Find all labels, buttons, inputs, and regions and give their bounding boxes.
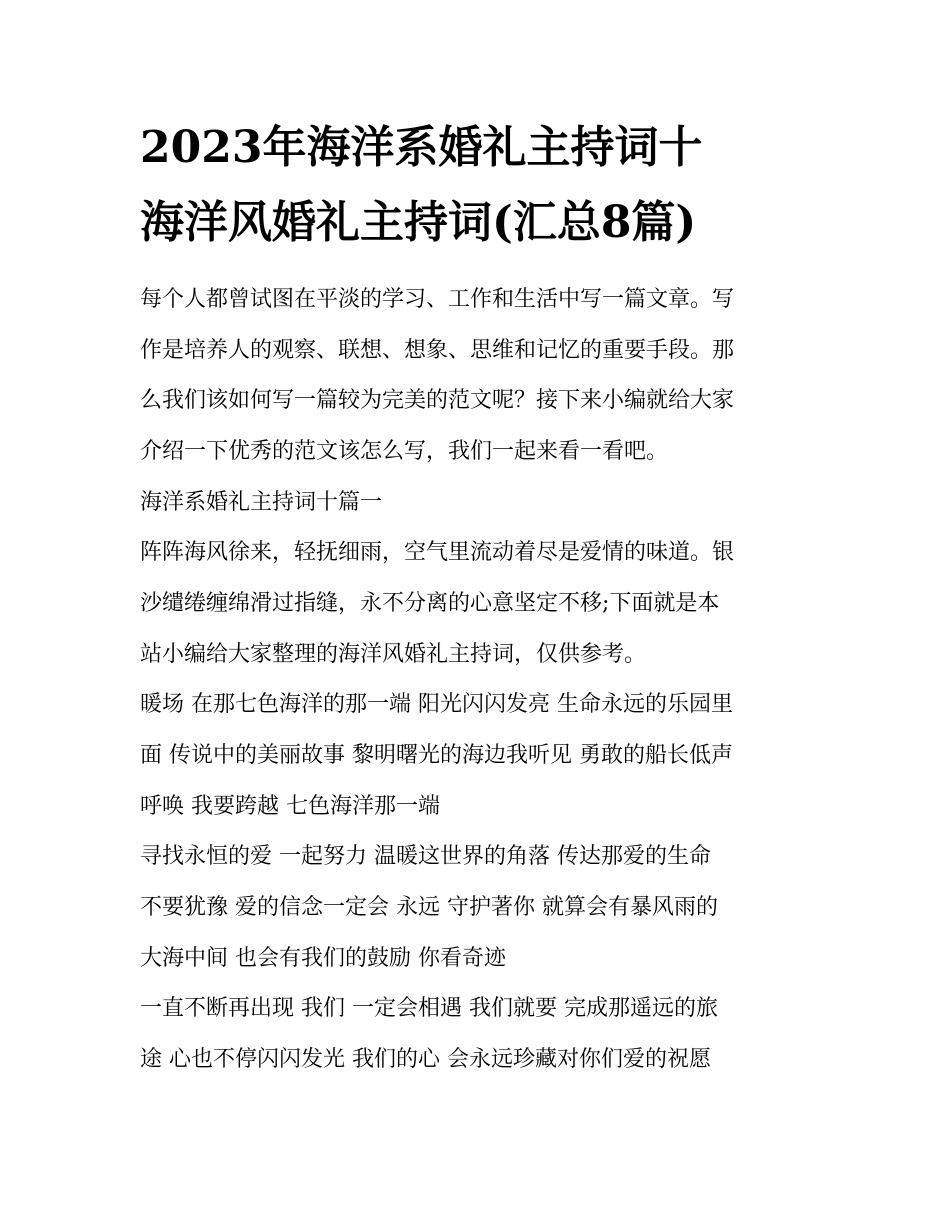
paragraph-line: 阵阵海风徐来，轻抚细雨，空气里流动着尽是爱情的味道。银 — [140, 540, 735, 565]
document-title-line-1: 2023年海洋系婚礼主持词十 — [140, 122, 703, 173]
paragraph-line: 站小编给大家整理的海洋风婚礼主持词，仅供参考。 — [140, 642, 647, 667]
document-title-line-2: 海洋风婚礼主持词(汇总8篇) — [140, 197, 697, 248]
paragraph-line: 大海中间 也会有我们的鼓励 你看奇迹 — [140, 946, 506, 971]
paragraph-line: 暖场 在那七色海洋的那一端 阳光闪闪发亮 生命永远的乐园里 — [140, 692, 733, 717]
paragraph-line: 沙缱绻缠绵滑过指缝，永不分离的心意坚定不移;下面就是本 — [140, 591, 720, 616]
section-heading: 海洋系婚礼主持词十篇一 — [140, 490, 383, 515]
paragraph-line: 面 传说中的美丽故事 黎明曙光的海边我听见 勇敢的船长低声 — [140, 743, 733, 768]
paragraph-line: 呼唤 我要跨越 七色海洋那一端 — [140, 794, 440, 819]
paragraph-line: 么我们该如何写一篇较为完美的范文呢？接下来小编就给大家 — [140, 388, 735, 413]
paragraph-line: 作是培养人的观察、联想、想象、思维和记忆的重要手段。那 — [140, 338, 735, 363]
paragraph-line: 每个人都曾试图在平淡的学习、工作和生活中写一篇文章。写 — [140, 287, 735, 312]
paragraph-line: 寻找永恒的爱 一起努力 温暖这世界的角落 传达那爱的生命 — [140, 844, 711, 869]
paragraph-line: 途 心也不停闪闪发光 我们的心 会永远珍藏对你们爱的祝愿 — [140, 1047, 711, 1072]
paragraph-line: 一直不断再出现 我们 一定会相遇 我们就要 完成那遥远的旅 — [140, 996, 718, 1021]
paragraph-line: 介绍一下优秀的范文该怎么写，我们一起来看一看吧。 — [140, 439, 669, 464]
paragraph-line: 不要犹豫 爱的信念一定会 永远 守护著你 就算会有暴风雨的 — [140, 895, 718, 920]
